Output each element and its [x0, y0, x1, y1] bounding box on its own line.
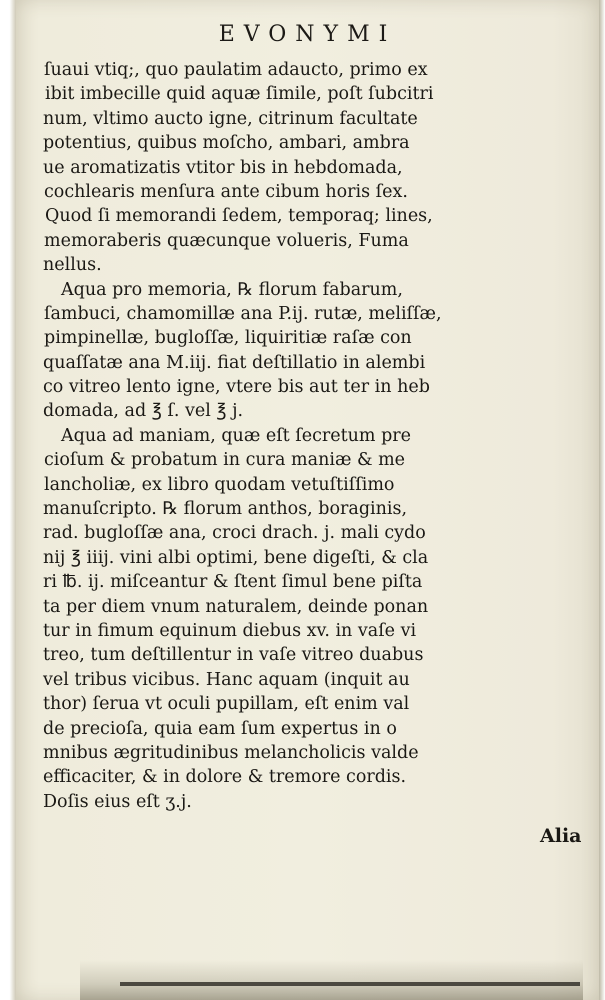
- text-line: ibit imbecille quid aquæ ſimile, poſt ſubcitri: [45, 84, 434, 105]
- text-line: ſuaui vtiq;, quo paulatim adaucto, primo ex: [44, 60, 428, 80]
- text-line: ue aromatizatis vtitor bis in hebdomada,: [43, 157, 403, 178]
- text-line: pimpinellæ, bugloſſæ, liquiritiæ raſæ con: [44, 328, 412, 349]
- text-line: rad. bugloſſæ ana, croci drach. j. mali cydo: [43, 523, 426, 544]
- text-line: Doſis eius eſt ʒ.j.: [43, 791, 192, 812]
- page-bottom-shadow: [80, 960, 583, 1000]
- text-line: nellus.: [43, 255, 102, 276]
- text-line: ſambuci, chamomillæ ana P.ij. rutæ, meliſſæ,: [44, 303, 442, 324]
- text-line: cochlearis menſura ante cibum horis ſex.: [44, 181, 408, 202]
- page-gutter-left: [0, 0, 16, 1000]
- body-text: [43, 58, 599, 814]
- catchword: Alia: [540, 825, 582, 847]
- text-line: Quod ſi memorandi ſedem, temporaq; lines,: [45, 206, 433, 227]
- text-line: vel tribus vicibus. Hanc aquam (inquit au: [43, 669, 410, 690]
- text-line: domada, ad ℥ ſ. vel ℥ j.: [43, 401, 244, 422]
- text-line: ri ℔. ij. miſceantur & ſtent ſimul bene piſta: [43, 572, 423, 593]
- page-bottom-edge: [120, 982, 580, 986]
- text-line: quaſſatæ ana M.iij. fiat deſtillatio in alembi: [43, 352, 426, 373]
- text-line: memoraberis quæcunque volueris, Fuma: [44, 230, 409, 251]
- text-line: cioſum & probatum in cura maniæ & me: [44, 450, 406, 471]
- running-title: EVONYMI: [218, 22, 397, 47]
- text-line: potentius, quibus moſcho, ambari, ambra: [43, 133, 410, 154]
- text-line: mnibus ægritudinibus melancholicis valde: [43, 742, 419, 763]
- text-line: efficaciter, & in dolore & tremore cordis.: [43, 767, 407, 788]
- text-line: co vitreo lento igne, vtere bis aut ter in heb: [43, 377, 430, 398]
- text-line: treo, tum deſtillentur in vaſe vitreo duabus: [43, 645, 424, 666]
- text-line: thor) ſerua vt oculi pupillam, eſt enim val: [43, 694, 410, 715]
- text-line: nij ℥ iiij. vini albi optimi, bene digeſti, & cla: [43, 547, 429, 568]
- text-line: ta per diem vnum naturalem, deinde ponan: [43, 596, 429, 617]
- paragraph-start-line: Aqua pro memoria, ℞ florum fabarum,: [61, 279, 403, 300]
- text-line: lancholiæ, ex libro quodam vetuſtiſſimo: [44, 474, 395, 495]
- text-line: tur in fimum equinum diebus xv. in vaſe vi: [43, 620, 417, 641]
- paragraph-start-line: Aqua ad maniam, quæ eſt ſecretum pre: [61, 425, 412, 446]
- text-line: num, vltimo aucto igne, citrinum facultate: [43, 108, 418, 129]
- text-line: de precioſa, quia eam ſum expertus in o: [43, 718, 397, 739]
- book-page: [16, 0, 599, 1000]
- text-line: manuſcripto. ℞ florum anthos, boraginis,: [43, 499, 408, 520]
- page-edge-right: [599, 0, 605, 1000]
